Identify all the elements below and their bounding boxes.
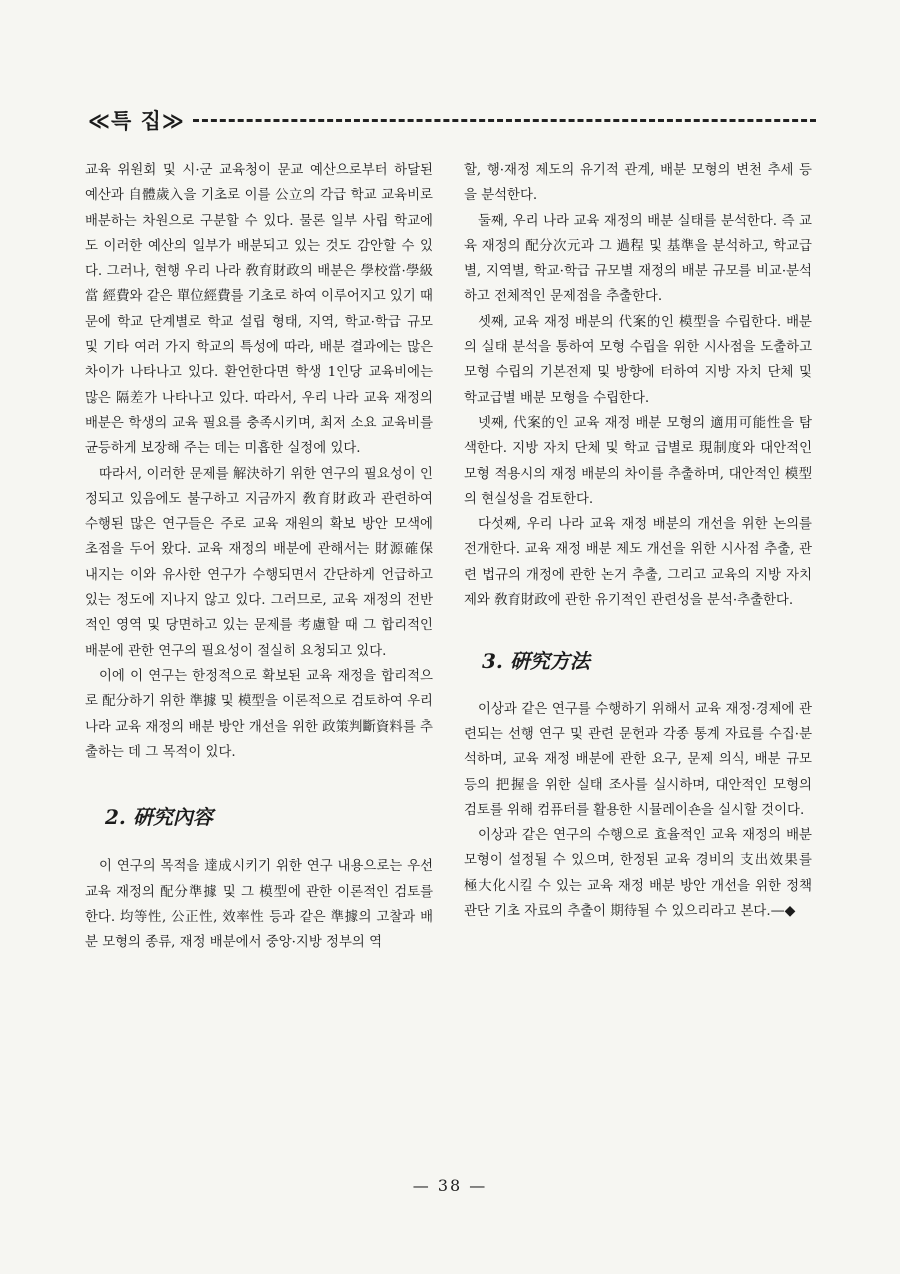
section-heading-research-content: 2. 硏究內容: [105, 805, 213, 830]
paragraph: [464, 823, 812, 924]
section-header: [88, 100, 816, 140]
paragraph: 다섯째, 우리 나라 교육 재정 배분의 개선을 위한 논의를 전개한다. 교육 재정 배분 제도 개선을 위한 시사점 추출, 관련 법규의 개정에 관한 논거 추출, 그리고 교육의 지방 자치제와 敎育財政에 관한 유기적인 관련성을 분석·추출한다.: [464, 517, 812, 609]
left-column: [85, 158, 433, 956]
paragraph: 이에 이 연구는 한정적으로 확보된 교육 재정을 합리적으로 配分하기 위한 準據 및 模型을 이론적으로 검토하여 우리 나라 교육 재정의 배분 방안 개선을 위한 政策判斷資料를 추출하는 데 그 목적이 있다.: [85, 668, 433, 760]
paragraph: 셋째, 교육 재정 배분의 代案的인 模型을 수립한다. 배분의 실태 분석을 통하여 모형 수립을 위한 시사점을 도출하고 모형 수립의 기본전제 및 방향에 터하여 지방 자치 단체 및 학교급별 배분 모형을 수립한다.: [464, 314, 812, 406]
right-column: [464, 158, 812, 924]
section-heading-research-method: 3. 硏究方法: [482, 649, 590, 674]
paragraph: 둘째, 우리 나라 교육 재정의 배분 실태를 분석한다. 즉 교육 재정의 配分次元과 그 過程 및 基準을 분석하고, 학교급별, 지역별, 학교·학급 규모별 재정의 배분 규모를 비교·분석하고 전체적인 문제점을 추출한다.: [464, 213, 812, 305]
header-dashed-rule: [193, 119, 816, 122]
paragraph: 따라서, 이러한 문제를 解決하기 위한 연구의 필요성이 인정되고 있음에도 불구하고 지금까지 敎育財政과 관련하여 수행된 많은 연구들은 주로 교육 재원의 확보 방안 모색에 초점을 두어 왔다. 교육 재정의 배분에 관해서는 財源確保 내지는 이와 유사한 연구가 수행되면서 간단하게 언급하고 있는 정도에 지나지 않고 있다. 그러므로, 교육 재정의 전반적인 영역 및 당면하고 있는 문제를 考慮할 때 그 합리적인 배분에 관한 연구의 필요성이 절실히 요청되고 있다.: [85, 466, 433, 659]
section-title: ≪특 집≫: [88, 109, 185, 133]
page-number: — 38 —: [412, 1176, 488, 1195]
paragraph: 이상과 같은 연구를 수행하기 위해서 교육 재정·경제에 관련되는 선행 연구 및 관련 문헌과 각종 통계 자료를 수집·분석하며, 교육 재정 배분에 관한 요구, 문제 의식, 배분 규모 등의 把握을 위한 실태 조사를 실시하며, 대안적인 모형의 검토를 위해 컴퓨터를 활용한 시뮬레이숀을 실시할 것이다.: [464, 701, 812, 818]
paragraph: 넷째, 代案的인 교육 재정 배분 모형의 適用可能性을 탐색한다. 지방 자치 단체 및 학교 급별로 現制度와 대안적인 모형 적용시의 재정 배분의 차이를 추출하며, 대안적인 模型의 현실성을 검토한다.: [464, 415, 812, 507]
end-mark-icon: —◆: [770, 903, 796, 920]
paragraph: 할, 행·재정 제도의 유기적 관계, 배분 모형의 변천 추세 등을 분석한다.: [464, 163, 812, 204]
paragraph: 이 연구의 목적을 達成시키기 위한 연구 내용으로는 우선 교육 재정의 配分準據 및 그 模型에 관한 이론적인 검토를 한다. 均等性, 公正性, 效率性 등과 같은 準據의 고찰과 배분 모형의 종류, 재정 배분에서 중앙·지방 정부의 역: [85, 859, 433, 951]
paragraph: 교육 위원회 및 시·군 교육청이 문교 예산으로부터 하달된 예산과 自體歲入을 기초로 이를 公立의 각급 학교 교육비로 배분하는 차원으로 구분할 수 있다. 물론 일부 사립 학교에도 이러한 예산의 일부가 배분되고 있는 것도 감안할 수 있다. 그러나, 현행 우리 나라 敎育財政의 배분은 學校當·學級當 經費와 같은 單位經費를 기초로 하여 이루어지고 있기 때문에 학교 단계별로 학교 설립 형태, 지역, 학교·학급 규모 및 기타 여러 가지 학교의 특성에 따라, 배분 결과에는 많은 차이가 나타나고 있다. 환언한다면 학생 1인당 교육비에는 많은 隔差가 나타나고 있다. 따라서, 우리 나라 교육 재정의 배분은 학생의 교육 필요를 충족시키며, 최저 소요 교육비를 균등하게 보장해 주는 데는 미흡한 실정에 있다.: [85, 163, 433, 457]
paragraph-text: 이상과 같은 연구의 수행으로 효율적인 교육 재정의 배분 모형이 설정될 수 있으며, 한정된 교육 경비의 支出效果를 極大化시킬 수 있는 교육 재정 배분 방안 개선을 위한 정책 관단 기초 자료의 추출이 期待될 수 있으리라고 본다.: [464, 828, 812, 920]
